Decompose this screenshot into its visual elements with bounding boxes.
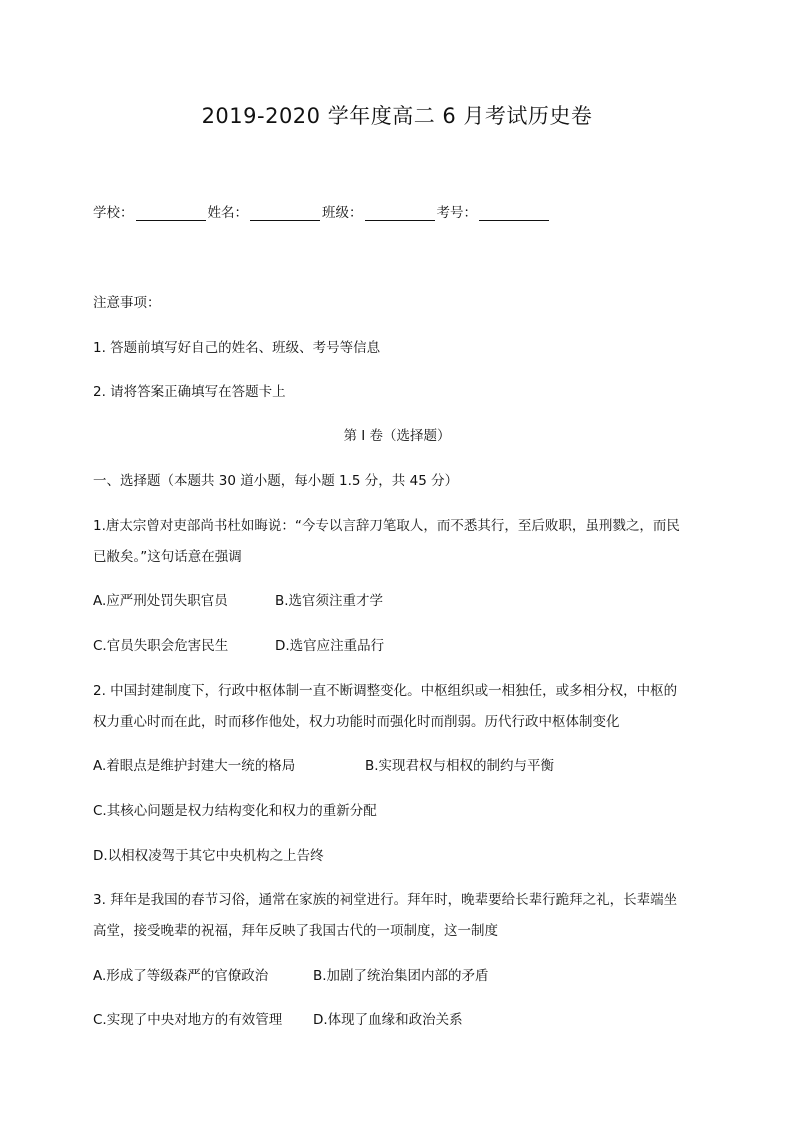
question-3-option-d: D.体现了血缘和政治关系 <box>313 1012 463 1028</box>
question-2-option-b: B.实现君权与相权的制约与平衡 <box>365 758 555 774</box>
number-blank <box>479 206 549 221</box>
name-blank <box>250 206 320 221</box>
class-label: 班级： <box>322 205 363 221</box>
student-info-row <box>93 201 551 221</box>
section-heading: 一、选择题（本题共 30 道小题，每小题 1.5 分，共 45 分） <box>93 473 459 489</box>
question-1-option-a: A.应严刑处罚失职官员 <box>93 593 228 609</box>
question-3-option-b: B.加剧了统治集团内部的矛盾 <box>313 968 489 984</box>
notice-heading: 注意事项： <box>93 295 161 311</box>
question-1-stem-line-2: 已敝矣。”这句话意在强调 <box>93 549 242 565</box>
question-1-option-c: C.官员失职会危害民生 <box>93 638 229 654</box>
question-1-option-d: D.选官应注重品行 <box>275 638 385 654</box>
school-label: 学校： <box>93 205 134 221</box>
question-1-stem-line-1: 1.唐太宗曾对吏部尚书杜如晦说：“今专以言辞刀笔取人，而不悉其行，至后败职，虽刑戮之，而民 <box>93 518 680 534</box>
question-2-option-a: A.着眼点是维护封建大一统的格局 <box>93 758 296 774</box>
question-3-stem-line-1: 3. 拜年是我国的春节习俗，通常在家族的祠堂进行。拜年时，晚辈要给长辈行跪拜之礼，长辈端坐 <box>93 892 678 908</box>
question-1-option-b: B.选官须注重才学 <box>275 593 384 609</box>
question-3-option-a: A.形成了等级森严的官僚政治 <box>93 968 269 984</box>
question-2-option-c: C.其核心问题是权力结构变化和权力的重新分配 <box>93 803 377 819</box>
part-title: 第 I 卷（选择题） <box>343 428 451 444</box>
question-2-stem-line-1: 2. 中国封建制度下，行政中枢体制一直不断调整变化。中枢组织或一相独任，或多相分权，中枢的 <box>93 683 678 699</box>
name-label: 姓名： <box>207 205 248 221</box>
school-blank <box>136 206 206 221</box>
number-label: 考号： <box>436 205 477 221</box>
question-3-stem-line-2: 高堂，接受晚辈的祝福，拜年反映了我国古代的一项制度，这一制度 <box>93 923 498 939</box>
notice-item-2: 2. 请将答案正确填写在答题卡上 <box>93 384 286 400</box>
page-title: 2019-2020 学年度高二 6 月考试历史卷 <box>201 104 593 128</box>
question-2-stem-line-2: 权力重心时而在此，时而移作他处，权力功能时而强化时而削弱。历代行政中枢体制变化 <box>93 714 620 730</box>
question-3-option-c: C.实现了中央对地方的有效管理 <box>93 1012 283 1028</box>
question-2-option-d: D.以相权凌驾于其它中央机构之上告终 <box>93 848 324 864</box>
class-blank <box>365 206 435 221</box>
notice-item-1: 1. 答题前填写好自己的姓名、班级、考号等信息 <box>93 340 381 356</box>
